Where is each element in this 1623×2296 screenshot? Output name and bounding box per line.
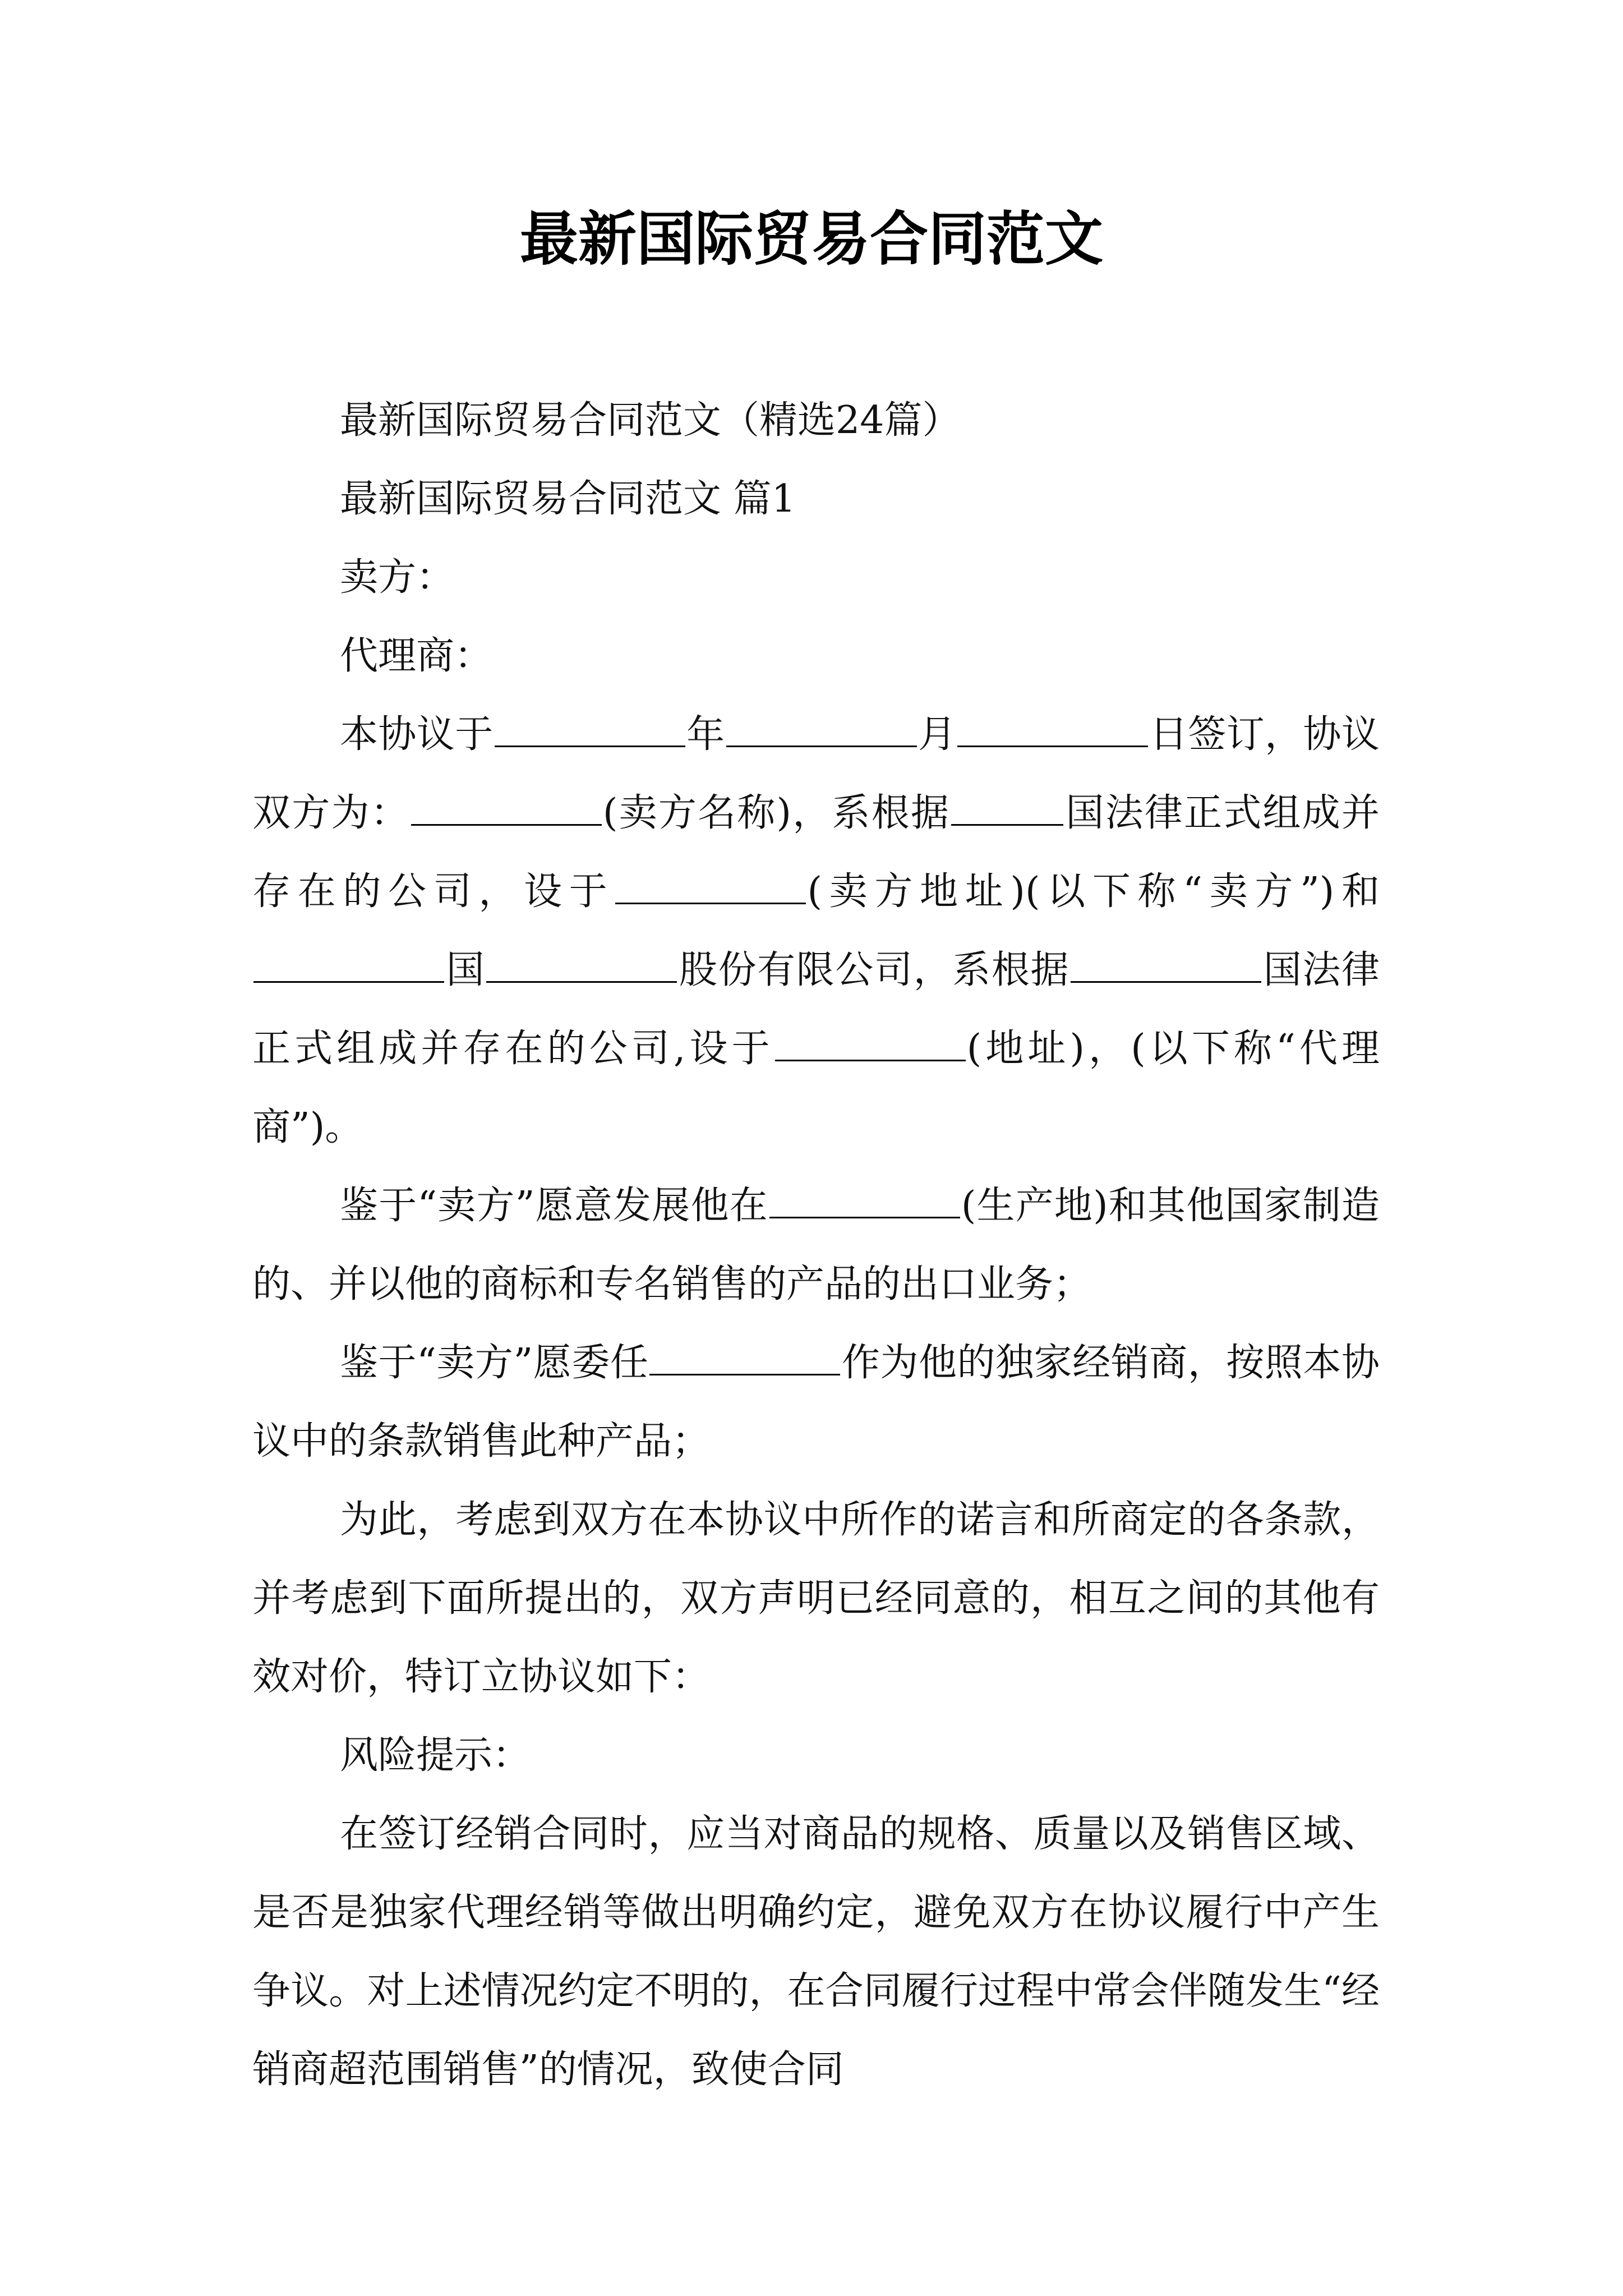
blank-line [486, 947, 677, 983]
blank-line [775, 1026, 966, 1061]
text-segment: 国法律正式组成并存在的公司,设于 [252, 948, 1380, 1071]
blank-line [957, 712, 1148, 747]
text-segment: 鉴于“卖方”愿意发展他在 [340, 1184, 768, 1228]
text-segment: 国 [445, 948, 486, 992]
consideration-paragraph: 为此，考虑到双方在本协议中所作的诺言和所商定的各条款，并考虑到下面所提出的，双方声明已经同意的，相互之间的其他有效对价，特订立协议如下： [252, 1498, 1380, 1699]
text-segment: (生产地)和其他国家制造的、并以他的商标和专名销售的产品的出口业务； [252, 1184, 1380, 1306]
text-segment: 国法律正式组成并存在的公司，设于 [252, 791, 1380, 914]
seller-label: 卖方： [340, 555, 455, 600]
subtitle-paragraph: 最新国际贸易合同范文（精选24篇） [340, 398, 961, 443]
blank-line [726, 712, 917, 747]
text-segment: 日签订，协议双方为： [252, 712, 1380, 835]
document-body [252, 381, 1380, 2109]
distributor-paragraph [252, 1324, 1380, 1481]
text-segment: 鉴于“卖方”愿委任 [340, 1341, 649, 1385]
risk-paragraph: 在签订经销合同时，应当对商品的规格、质量以及销售区域、是否是独家代理经销等做出明确约定，避免双方在协议履行中产生争议。对上述情况约定不明的，在合同履行过程中常会伴随发生“经销商超范围销售”的情况，致使合同 [252, 1812, 1380, 2092]
document-title: 最新国际贸易合同范文 [519, 204, 1103, 273]
risk-label: 风险提示： [340, 1733, 531, 1778]
blank-line [769, 1183, 960, 1218]
blank-line [1071, 947, 1261, 983]
text-segment: 作为他的独家经销商，按照本协议中的条款销售此种产品； [252, 1341, 1380, 1464]
text-segment: (卖方名称)，系根据 [602, 791, 951, 835]
blank-line [495, 712, 685, 747]
blank-line [649, 1340, 840, 1375]
section-heading: 最新国际贸易合同范文 篇1 [340, 477, 796, 521]
text-segment: 月 [917, 712, 957, 757]
text-segment: (卖方地址)(以下称“卖方”)和 [807, 869, 1380, 914]
production-paragraph [252, 1167, 1380, 1324]
blank-line [411, 790, 602, 826]
text-segment: 年 [686, 712, 725, 757]
text-segment: (地址)，(以下称“代理商”)。 [252, 1027, 1380, 1149]
text-segment: 股份有限公司，系根据 [678, 948, 1070, 992]
agent-label: 代理商： [340, 634, 493, 678]
agreement-parties-paragraph [252, 696, 1380, 1167]
blank-line [253, 947, 444, 983]
text-segment: 本协议于 [340, 712, 494, 757]
blank-line [615, 869, 806, 904]
blank-line [951, 790, 1063, 826]
